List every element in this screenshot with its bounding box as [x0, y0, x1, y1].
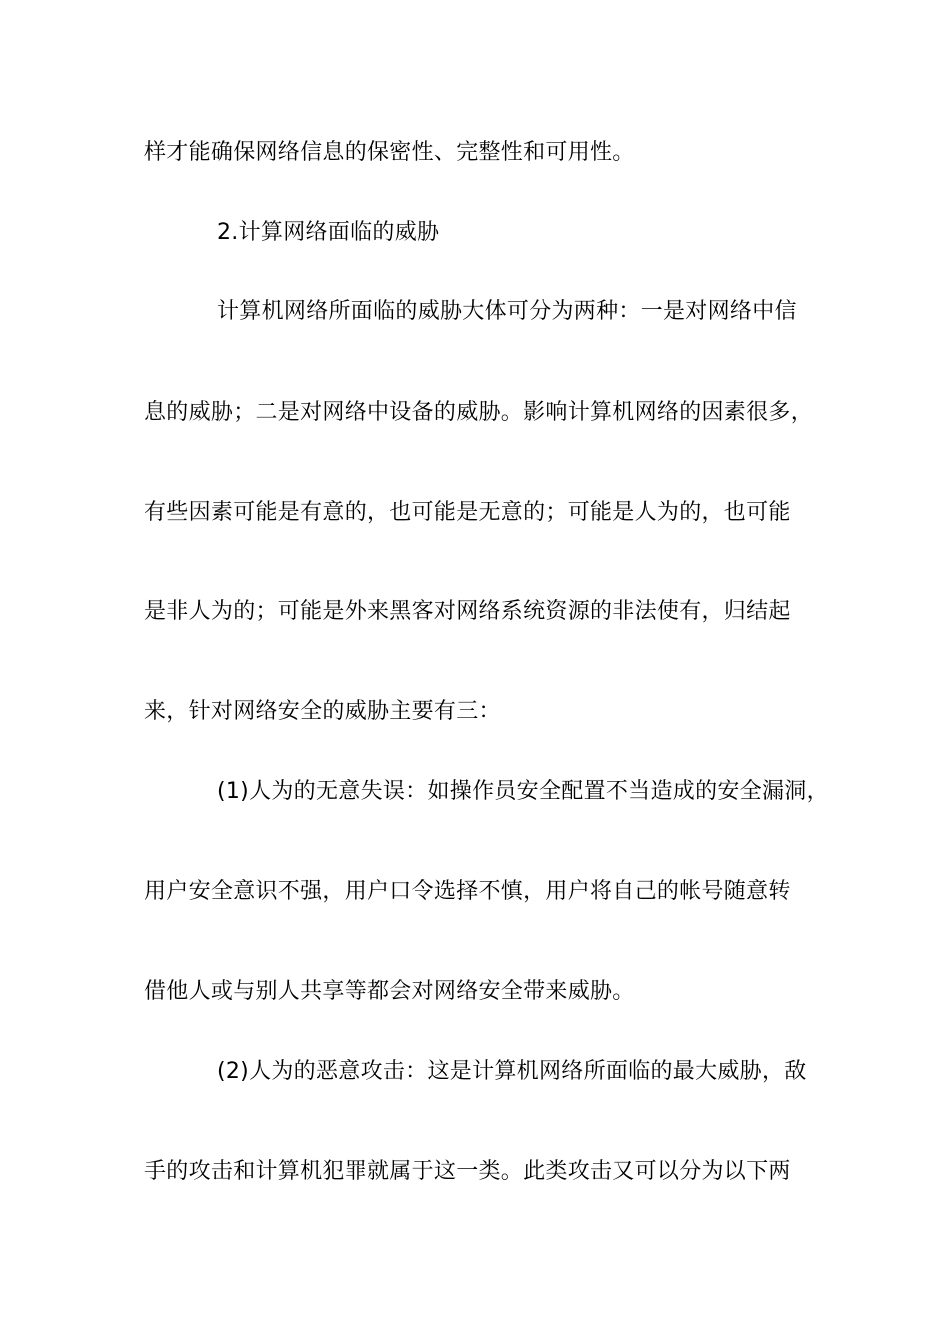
list-item-1-line: (1)人为的无意失误：如操作员安全配置不当造成的安全漏洞， [217, 779, 829, 804]
list-item-2-line: 手的攻击和计算机犯罪就属于这一类。此类攻击又可以分为以下两 [144, 1159, 791, 1184]
list-item-1-line: 借他人或与别人共享等都会对网络安全带来威胁。 [144, 979, 635, 1004]
section-heading: 2.计算网络面临的威胁 [217, 220, 440, 245]
list-item-1-line: 用户安全意识不强，用户口令选择不慎，用户将自己的帐号随意转 [144, 879, 791, 904]
list-item-2-line: (2)人为的恶意攻击：这是计算机网络所面临的最大威胁，敌 [217, 1059, 807, 1084]
text-line-continuation: 样才能确保网络信息的保密性、完整性和可用性。 [144, 140, 635, 165]
paragraph-line: 有些因素可能是有意的，也可能是无意的；可能是人为的，也可能 [144, 500, 791, 525]
paragraph-line: 是非人为的；可能是外来黑客对网络系统资源的非法使有，归结起 [144, 599, 791, 624]
paragraph-line: 计算机网络所面临的威胁大体可分为两种：一是对网络中信 [217, 299, 797, 324]
paragraph-line: 息的威胁；二是对网络中设备的威胁。影响计算机网络的因素很多， [144, 400, 814, 425]
paragraph-line: 来，针对网络安全的威胁主要有三： [144, 699, 501, 724]
